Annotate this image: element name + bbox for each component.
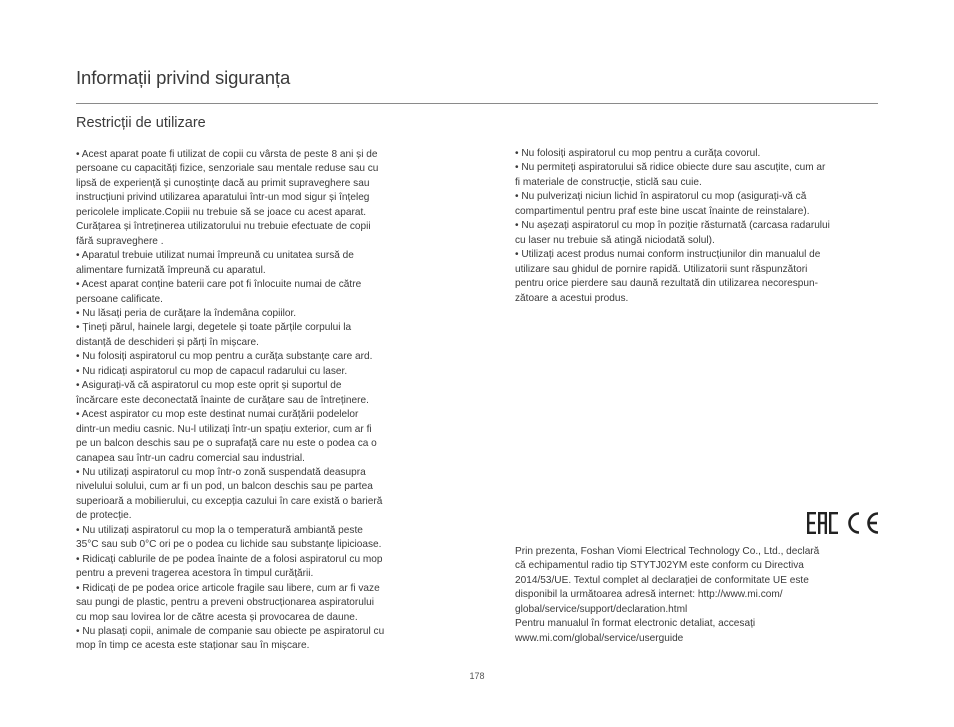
text-line: global/service/support/declaration.html	[515, 603, 688, 615]
left-column	[76, 148, 438, 654]
text-line: www.mi.com/global/service/userguide	[515, 632, 684, 644]
text-line: • Acest aparat poate fi utilizat de copii cu vârsta de peste 8 ani și de	[76, 149, 378, 160]
text-line: persoane calificate.	[76, 293, 163, 305]
text-line: lipsă de experiență și cunoștințe dacă au primit supraveghere sau	[76, 177, 370, 189]
text-line: pericolele implicate.Copiii nu trebuie să se joace cu acest aparat.	[76, 206, 367, 218]
text-line: cu laser nu trebuie să atingă niciodată solul).	[515, 234, 715, 246]
section-heading: Restricții de utilizare	[76, 115, 206, 131]
page-title: Informații privind siguranța	[76, 67, 291, 88]
text-line: încărcare este deconectată înainte de curățare sau de întreținere.	[76, 394, 369, 406]
text-line: • Nu așezați aspiratorul cu mop în poziție răsturnată (carcasa radarului	[515, 220, 830, 232]
eac-mark-icon	[807, 512, 838, 534]
text-line: pe un balcon deschis sau pe o suprafață care nu este o podea ca o	[76, 438, 377, 450]
text-line: fi materiale de construcție, sticlă sau cuie.	[515, 176, 702, 188]
text-line: • Nu lăsați peria de curățare la îndemâna copiilor.	[76, 307, 297, 319]
text-line: • Nu plasați copii, animale de companie sau obiecte pe aspiratorul cu	[76, 625, 385, 637]
text-line: persoane cu capacități fizice, senzoriale sau mentale reduse sau cu	[76, 163, 379, 175]
text-line: • Țineți părul, hainele largi, degetele și toate părțile corpului la	[76, 322, 352, 334]
text-line: instrucțiuni privind utilizarea aparatului într-un mod sigur și înțeleg	[76, 192, 370, 204]
text-line: • Utilizați acest produs numai conform instrucțiunilor din manualul de	[515, 249, 821, 261]
text-line: 2014/53/UE. Textul complet al declarației de conformitate UE este	[515, 574, 809, 586]
text-line: • Nu permiteți aspiratorului să ridice obiecte dure sau ascuțite, cum ar	[515, 162, 826, 174]
text-line: • Nu ridicați aspiratorul cu mop de capacul radarului cu laser.	[76, 365, 348, 377]
declaration-text	[515, 545, 879, 646]
text-line: compartimentul pentru praf este bine uscat înainte de reinstalare).	[515, 205, 810, 217]
text-line: • Acest aparat conține baterii care pot fi înlocuite numai de către	[76, 279, 362, 291]
ce-mark-icon	[850, 514, 879, 533]
text-line: • Ridicați cablurile de pe podea înainte de a folosi aspiratorul cu mop	[76, 553, 383, 565]
text-line: nivelului solului, cum ar fi un pod, un balcon deschis sau pe partea	[76, 481, 373, 493]
text-line: sau pungi de plastic, pentru a preveni obstrucționarea aspiratorului	[76, 597, 374, 609]
text-line: distanță de deschideri și părți în mișcare.	[76, 336, 259, 348]
right-column	[515, 147, 879, 306]
text-line: • Nu folosiți aspiratorul cu mop pentru a curăța substanțe care ard.	[76, 351, 373, 363]
text-line: pentru orice pierdere sau daună rezultată din utilizarea necorespun-	[515, 278, 818, 290]
text-line: • Aparatul trebuie utilizat numai împreună cu unitatea sursă de	[76, 250, 354, 262]
text-line: de protecție.	[76, 510, 132, 522]
text-line: Prin prezenta, Foshan Viomi Electrical Technology Co., Ltd., declară	[515, 546, 820, 557]
text-line: utilizare sau ghidul de pornire rapidă. Utilizatorii sunt răspunzători	[515, 263, 808, 275]
text-line: disponibil la următoarea adresă internet: http://www.mi.com/	[515, 589, 783, 601]
text-line: • Nu pulverizați niciun lichid în aspiratorul cu mop (asigurați-vă că	[515, 191, 807, 203]
text-line: alimentare furnizată împreună cu aparatul.	[76, 264, 266, 276]
certification-marks	[806, 509, 881, 537]
text-line: fără supraveghere .	[76, 235, 164, 247]
title-divider	[76, 103, 878, 104]
text-line: cu mop sau lovirea lor de către acesta și provocarea de daune.	[76, 611, 358, 623]
certification-logos	[806, 509, 881, 537]
text-line: 35°C sau sub 0°C ori pe o podea cu lichide sau substanțe lipicioase.	[76, 539, 382, 551]
text-line: superioară a mobilierului, cu excepția cazului în care există o barieră	[76, 495, 383, 507]
text-line: dintr-un mediu casnic. Nu-l utilizați într-un spațiu exterior, cum ar fi	[76, 423, 372, 435]
text-line: Curățarea și întreținerea utilizatorului nu trebuie efectuate de copii	[76, 221, 371, 233]
text-line: • Nu folosiți aspiratorul cu mop pentru a curăța covorul.	[515, 148, 761, 159]
text-line: • Asigurați-vă că aspiratorul cu mop este oprit și suportul de	[76, 380, 342, 392]
text-line: mop în timp ce acesta este staționar sau în mișcare.	[76, 640, 310, 652]
text-line: • Nu utilizați aspiratorul cu mop la o temperatură ambiantă peste	[76, 524, 363, 536]
text-line: zătoare a acestui produs.	[515, 292, 629, 304]
text-line: • Nu utilizați aspiratorul cu mop într-o zonă suspendată deasupra	[76, 466, 366, 478]
text-line: Pentru manualul în format electronic detaliat, accesați	[515, 618, 756, 630]
text-line: că echipamentul radio tip STYTJ02YM este conform cu Directiva	[515, 560, 804, 572]
text-line: • Ridicați de pe podea orice articole fragile sau libere, cum ar fi vaze	[76, 582, 380, 594]
text-line: pentru a preveni tragerea acestora în timpul curățării.	[76, 568, 314, 580]
page-number: 178	[469, 671, 485, 681]
text-line: canapea sau într-un cadru comercial sau industrial.	[76, 452, 305, 464]
text-line: • Acest aspirator cu mop este destinat numai curățării podelelor	[76, 409, 359, 421]
